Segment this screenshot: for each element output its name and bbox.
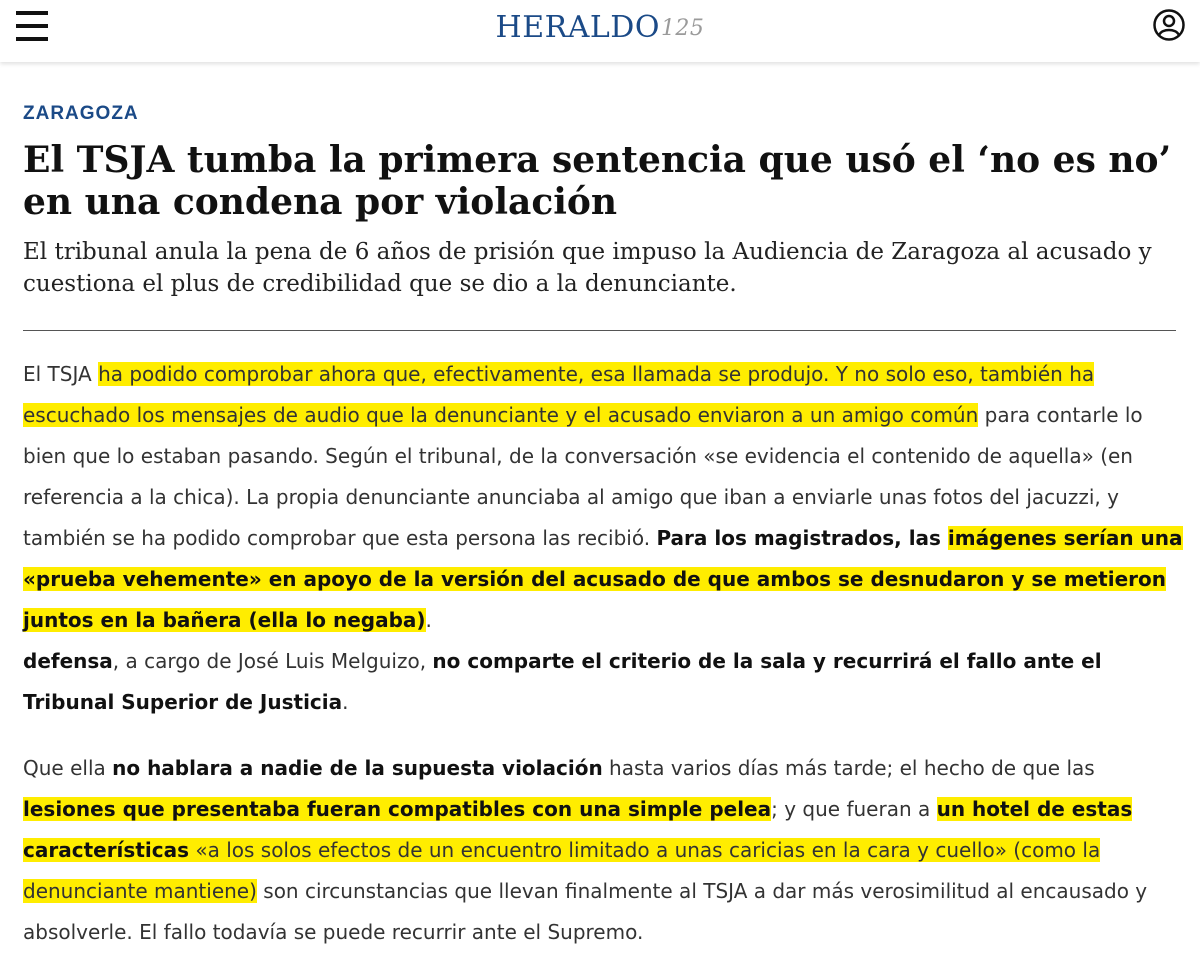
- text-span: ; y que fueran a: [771, 797, 937, 821]
- text-span: .: [425, 608, 432, 632]
- article-paragraph-2: [23, 641, 1188, 723]
- text-span: .: [342, 690, 349, 714]
- site-logo[interactable]: [0, 10, 1200, 45]
- logo-year: 125: [660, 16, 705, 41]
- highlighted-bold-text: imágenes serían una «prueba vehemente» en apoyo de la versión del acusado de que ambos se desnudaron y se metieron juntos en la bañera (ella lo negaba): [23, 526, 1183, 632]
- bold-text: Para los magistrados, las: [656, 526, 948, 550]
- text-span: El TSJA: [23, 362, 99, 386]
- text-span: , a cargo de José Luis Melguizo,: [112, 649, 433, 673]
- highlighted-text: «a los solos efectos de un encuentro limitado a unas caricias en la cara y cuello» (como la denunciante mantiene): [23, 838, 1101, 903]
- logo-text: HERALDO: [495, 10, 660, 45]
- text-span: hasta varios días más tarde; el hecho de que las: [602, 756, 1095, 780]
- highlighted-bold-text: lesiones que presentaba fueran compatibles con una simple pelea: [23, 797, 772, 821]
- text-span: para contarle lo bien que lo estaban pasando. Según el tribunal, de la conversación «se evidencia el contenido de aquella» (en referencia a la chica). La propia denunciante anunciaba al amigo que iban a enviarle unas fotos del jacuzzi, y también se ha podido comprobar que esta persona las recibió.: [23, 403, 1143, 550]
- article-title: El TSJA tumba la primera sentencia que usó el ‘no es no’ en una condena por violación: [23, 139, 1172, 223]
- section-label[interactable]: ZARAGOZA: [23, 103, 139, 124]
- text-span: son circunstancias que llevan finalmente al TSJA a dar más verosimilitud al encausado y absolverle. El fallo todavía se puede recurrir ante el Supremo.: [23, 879, 1148, 944]
- divider: [23, 330, 1176, 331]
- bold-text: no hablara a nadie de la supuesta violación: [112, 756, 603, 780]
- article-paragraph-1: [23, 354, 1188, 641]
- user-account-icon[interactable]: [1152, 8, 1186, 42]
- highlighted-bold-text: un hotel de estas características: [23, 797, 1133, 862]
- article-subtitle: El tribunal anula la pena de 6 años de prisión que impuso la Audiencia de Zaragoza al acusado y cuestiona el plus de credibilidad que se dio a la denunciante.: [23, 239, 1152, 297]
- text-span: Que ella: [23, 756, 113, 780]
- article-paragraph-3: [23, 748, 1188, 953]
- highlighted-text: ha podido comprobar ahora que, efectivamente, esa llamada se produjo. Y no solo eso, también ha escuchado los mensajes de audio que la denunciante y el acusado enviaron a un amigo común: [23, 362, 1095, 427]
- bold-text: defensa: [23, 649, 113, 673]
- bold-text: no comparte el criterio de la sala y recurrirá el fallo ante el Tribunal Superior de Justicia: [23, 649, 1102, 714]
- site-header: [0, 0, 1200, 62]
